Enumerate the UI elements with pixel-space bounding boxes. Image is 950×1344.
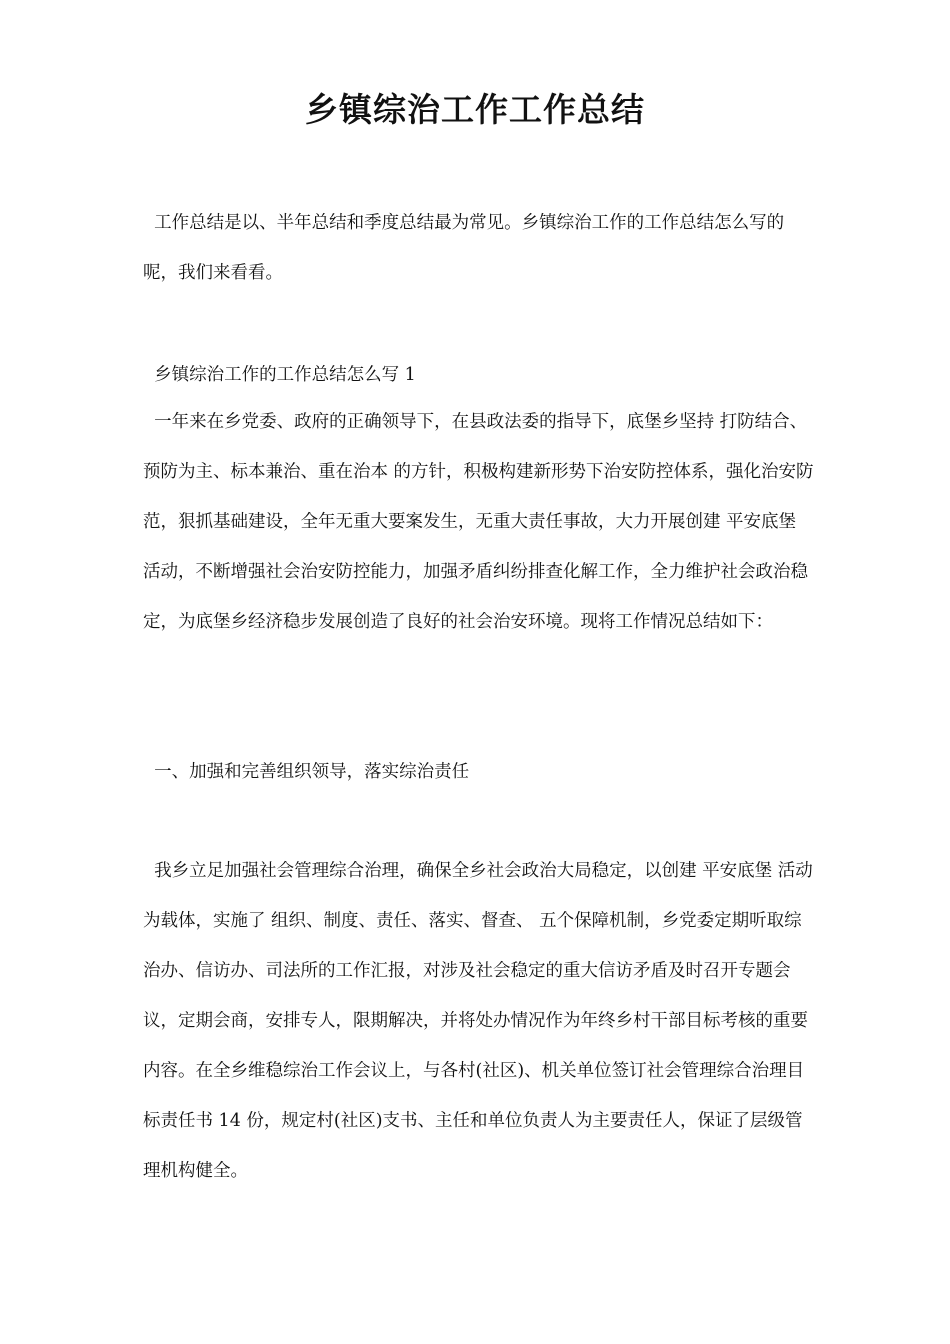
document-title: 乡镇综治工作工作总结 — [305, 90, 645, 129]
body-paragraph-1: 一年来在乡党委、政府的正确领导下，在县政法委的指导下，底堡乡坚持 打防结合、预防为主、标本兼治、重在治本 的方针，积极构建新形势下治安防控体系，强化治安防范，狠抓基础建设，全年无重大要案发生，无重大责任事故，大力开展创建 平安底堡 活动，不断增强社会治安防控能力，加强矛盾纠纷排查化解工作，全力维护社会政治稳定，为底堡乡经济稳步发展创造了良好的社会治安环境。现将工作情况总结如下： — [143, 412, 814, 632]
subheading-1: 乡镇综治工作的工作总结怎么写 1 — [143, 365, 416, 385]
section-heading-1: 一、加强和完善组织领导，落实综治责任 — [143, 762, 470, 782]
body-paragraph-2: 我乡立足加强社会管理综合治理，确保全乡社会政治大局稳定，以创建 平安底堡 活动为载体，实施了 组织、制度、责任、落实、督查、 五个保障机制，乡党委定期听取综治办、信访办、司法所的工作汇报，对涉及社会稳定的重大信访矛盾及时召开专题会议，定期会商，安排专人，限期解决，并将处办情况作为年终乡村干部目标考核的重要内容。在全乡维稳综治工作会议上，与各村(社区)、机关单位签订社会管理综合治理目标责任书 14 份，规定村(社区)支书、主任和单位负责人为主要责任人，保证了层级管理机构健全。 — [143, 861, 813, 1181]
intro-paragraph: 工作总结是以、半年总结和季度总结最为常见。乡镇综治工作的工作总结怎么写的呢，我们来看看。 — [143, 213, 785, 283]
